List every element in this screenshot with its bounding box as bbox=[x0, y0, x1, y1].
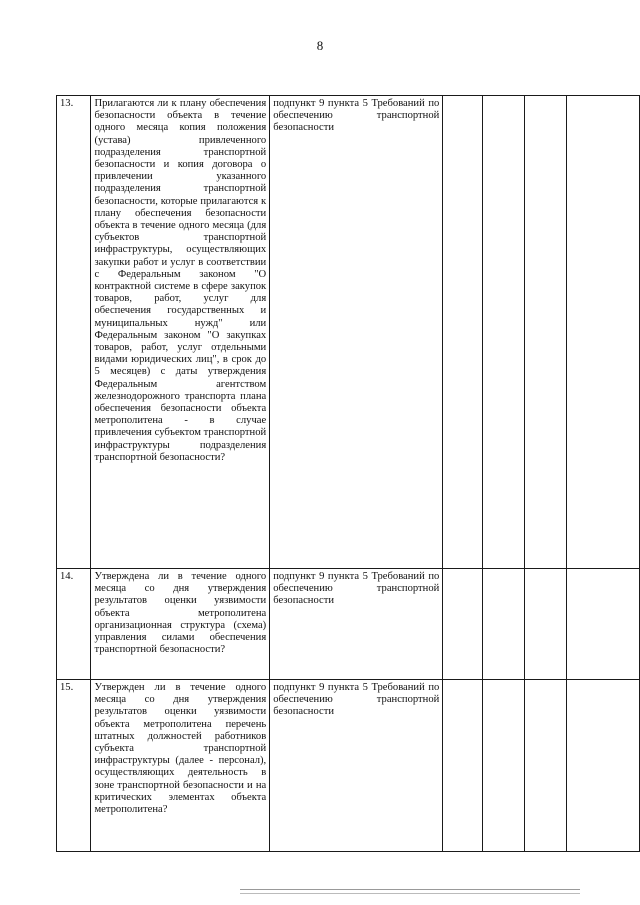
checklist-table bbox=[56, 95, 640, 852]
legal-reference: подпункт 9 пункта 5 Требований по обеспечению транспортной безопасности bbox=[270, 96, 443, 569]
notes-cell bbox=[567, 96, 640, 569]
answer-cell-no bbox=[483, 569, 525, 680]
answer-cell-yes bbox=[443, 569, 483, 680]
answer-cell-yes bbox=[443, 96, 483, 569]
row-number: 13. bbox=[57, 96, 91, 569]
notes-cell bbox=[567, 680, 640, 852]
question-text: Прилагаются ли к плану обеспечения безопасности объекта в течение одного месяца копия положения (устава) привлеченного подразделения транспортной безопасности и копия договора о привлечении указанного подразделения транспортной безопасности, которые прилагаются к плану обеспечения безопасности объекта в течение одного месяца (для субъектов транспортной инфраструктуры, осуществляющих закупки работ и услуг в соответствии с Федеральным законом "О контрактной системе в сфере закупок товаров, работ, услуг для обеспечения государственных и муниципальных нужд" или Федеральным законом "О закупках товаров, работ, услуг отдельными видами юридических лиц", в срок до 5 месяцев) с даты утверждения Федеральным агентством железнодорожного транспорта плана обеспечения безопасности объекта метрополитена - в случае привлечения субъектом транспортной инфраструктуры подразделения транспортной безопасности? bbox=[91, 96, 270, 569]
table-row bbox=[57, 569, 640, 680]
question-text: Утверждена ли в течение одного месяца со дня утверждения результатов оценки уязвимости объекта метрополитена организационная структура (схема) управления силами обеспечения транспортной безопасности? bbox=[91, 569, 270, 680]
legal-reference: подпункт 9 пункта 5 Требований по обеспечению транспортной безопасности bbox=[270, 680, 443, 852]
answer-cell-no bbox=[483, 680, 525, 852]
table-row bbox=[57, 680, 640, 852]
scan-edge-mark bbox=[240, 889, 580, 894]
answer-cell-na bbox=[524, 96, 567, 569]
page-number: 8 bbox=[316, 38, 324, 53]
row-number: 14. bbox=[57, 569, 91, 680]
answer-cell-na bbox=[524, 569, 567, 680]
table-row bbox=[57, 96, 640, 569]
answer-cell-na bbox=[524, 680, 567, 852]
notes-cell bbox=[567, 569, 640, 680]
question-text: Утвержден ли в течение одного месяца со дня утверждения результатов оценки уязвимости объекта метрополитена перечень штатных должностей работников субъекта транспортной инфраструктуры (далее - персонал), осуществляющих деятельность в зоне транспортной безопасности и на критических элементах объекта метрополитена? bbox=[91, 680, 270, 852]
answer-cell-no bbox=[483, 96, 525, 569]
row-number: 15. bbox=[57, 680, 91, 852]
answer-cell-yes bbox=[443, 680, 483, 852]
legal-reference: подпункт 9 пункта 5 Требований по обеспечению транспортной безопасности bbox=[270, 569, 443, 680]
